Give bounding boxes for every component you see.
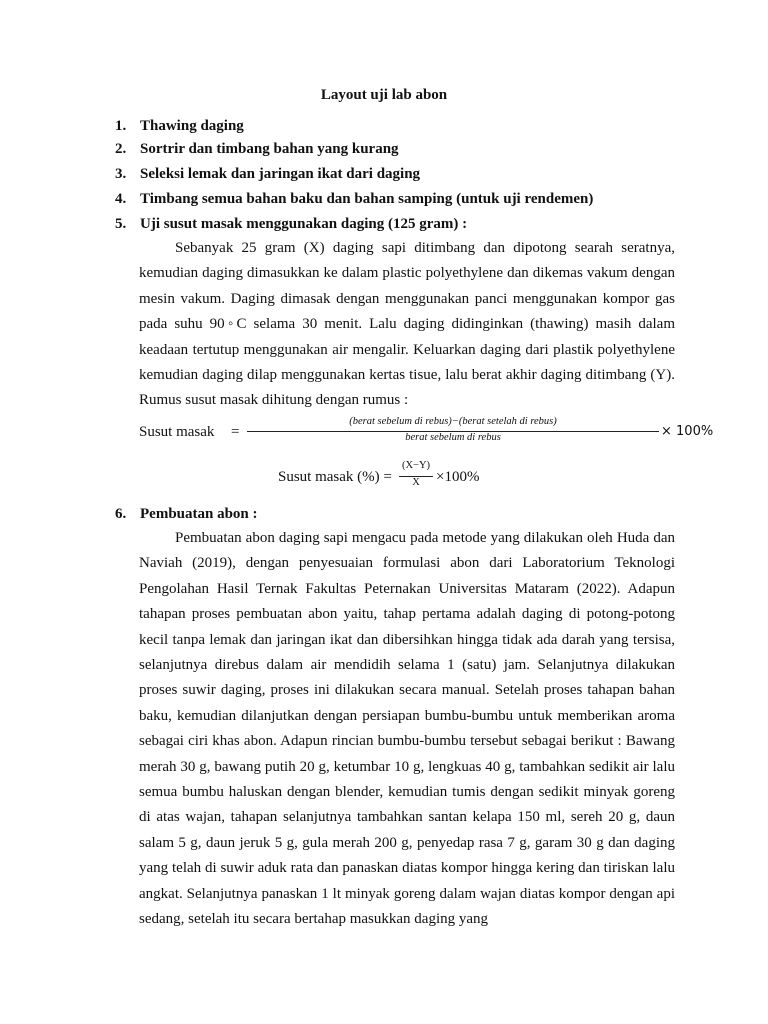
list-item-text: Thawing daging bbox=[140, 118, 244, 134]
formula-equals: = bbox=[231, 424, 240, 440]
formula-multiplier: ×100% bbox=[436, 469, 480, 485]
list-item-1 bbox=[115, 116, 675, 136]
list-item-number: 4. bbox=[115, 191, 127, 207]
formula-denominator: berat sebelum di rebus bbox=[405, 432, 501, 443]
list-item-number: 6. bbox=[115, 506, 127, 522]
list-item-number: 1. bbox=[115, 118, 127, 134]
document-title: Layout uji lab abon bbox=[320, 87, 448, 103]
list-item-3 bbox=[115, 164, 675, 184]
list-item-2 bbox=[115, 139, 675, 159]
list-item-text: Timbang semua bahan baku dan bahan samping (untuk uji rendemen) bbox=[140, 191, 594, 207]
formula-susut-masak bbox=[139, 416, 714, 450]
list-item-text: Uji susut masak menggunakan daging (125 gram) : bbox=[140, 216, 468, 232]
list-item-text: Seleksi lemak dan jaringan ikat dari daging bbox=[140, 166, 421, 182]
formula-numerator: (X−Y) bbox=[401, 460, 431, 471]
formula-multiplier: × 100% bbox=[661, 424, 714, 439]
list-item-5 bbox=[115, 214, 675, 234]
formula-label: Susut masak bbox=[139, 424, 215, 440]
formula-denominator: X bbox=[412, 477, 420, 488]
list-item-number: 5. bbox=[115, 216, 127, 232]
formula-numerator: (berat sebelum di rebus)−(berat setelah di rebus) bbox=[349, 416, 557, 427]
paragraph-susut-masak: Sebanyak 25 gram (X) daging sapi ditimbang dan dipotong searah seratnya, kemudian daging dimasukkan ke dalam plastic polyethylene dan dikemas vakum dengan mesin vakum. Daging dimasak dengan menggunakan panci menggunakan kompor gas pada suhu 90◦C selama 30 menit. Lalu daging didinginkan (thawing) masih dalam keadaan tertutup menggunakan air mengalir. Keluarkan daging dari plastik polyethylene kemudian daging dilap menggunakan kertas tisue, lalu berat akhir daging ditimbang (Y). Rumus susut masak dihitung dengan rumus : bbox=[139, 240, 675, 409]
list-item-number: 2. bbox=[115, 141, 127, 157]
formula-label: Susut masak (%) = bbox=[278, 469, 392, 485]
paragraph-pembuatan-abon: Pembuatan abon daging sapi mengacu pada metode yang dilakukan oleh Huda dan Naviah (2019), dengan penyesuaian formulasi abon dari Laboratorium Teknologi Pengolahan Hasil Ternak Fakultas Peternakan Universitas Mataram (2022). Adapun tahapan proses pembuatan abon yaitu, tahap pertama adalah daging di potong-potong kecil tanpa lemak dan jaringan ikat dan dibersihkan hingga tidak ada darah yang tersisa, selanjutnya direbus dalam air mendidih selama 1 (satu) jam. Selanjutnya dilakukan proses suwir daging, proses ini dilakukan secara manual. Setelah proses tahapan bahan baku, kemudian dilanjutkan dengan persiapan bumbu-bumbu untuk memberikan aroma sebagai ciri khas abon. Adapun rincian bumbu-bumbu tersebut sebagai berikut : Bawang merah 30 g, bawang putih 20 g, ketumbar 10 g, lengkuas 40 g, tambahkan sedikit air lalu semua bumbu haluskan dengan blender, kemudian tumis dengan sedikit minyak goreng di atas wajan, tahapan selanjutnya tambahkan santan kelapa 150 ml, sereh 20 g, daun salam 5 g, daun jeruk 5 g, gula merah 200 g, penyedap rasa 7 g, garam 30 g dan daging yang telah di suwir aduk rata dan panaskan diatas kompor hingga kering dan tiriskan lalu angkat. Selanjutnya panaskan 1 lt minyak goreng dalam wajan diatas kompor dengan api sedang, setelah itu secara bertahap masukkan daging yang bbox=[139, 530, 675, 928]
list-item-6 bbox=[115, 504, 675, 524]
list-item-text: Pembuatan abon : bbox=[140, 506, 258, 522]
list-item-4 bbox=[115, 189, 675, 209]
formula-susut-masak-percent bbox=[278, 460, 498, 494]
list-item-text: Sortrir dan timbang bahan yang kurang bbox=[140, 141, 399, 157]
list-item-number: 3. bbox=[115, 166, 127, 182]
